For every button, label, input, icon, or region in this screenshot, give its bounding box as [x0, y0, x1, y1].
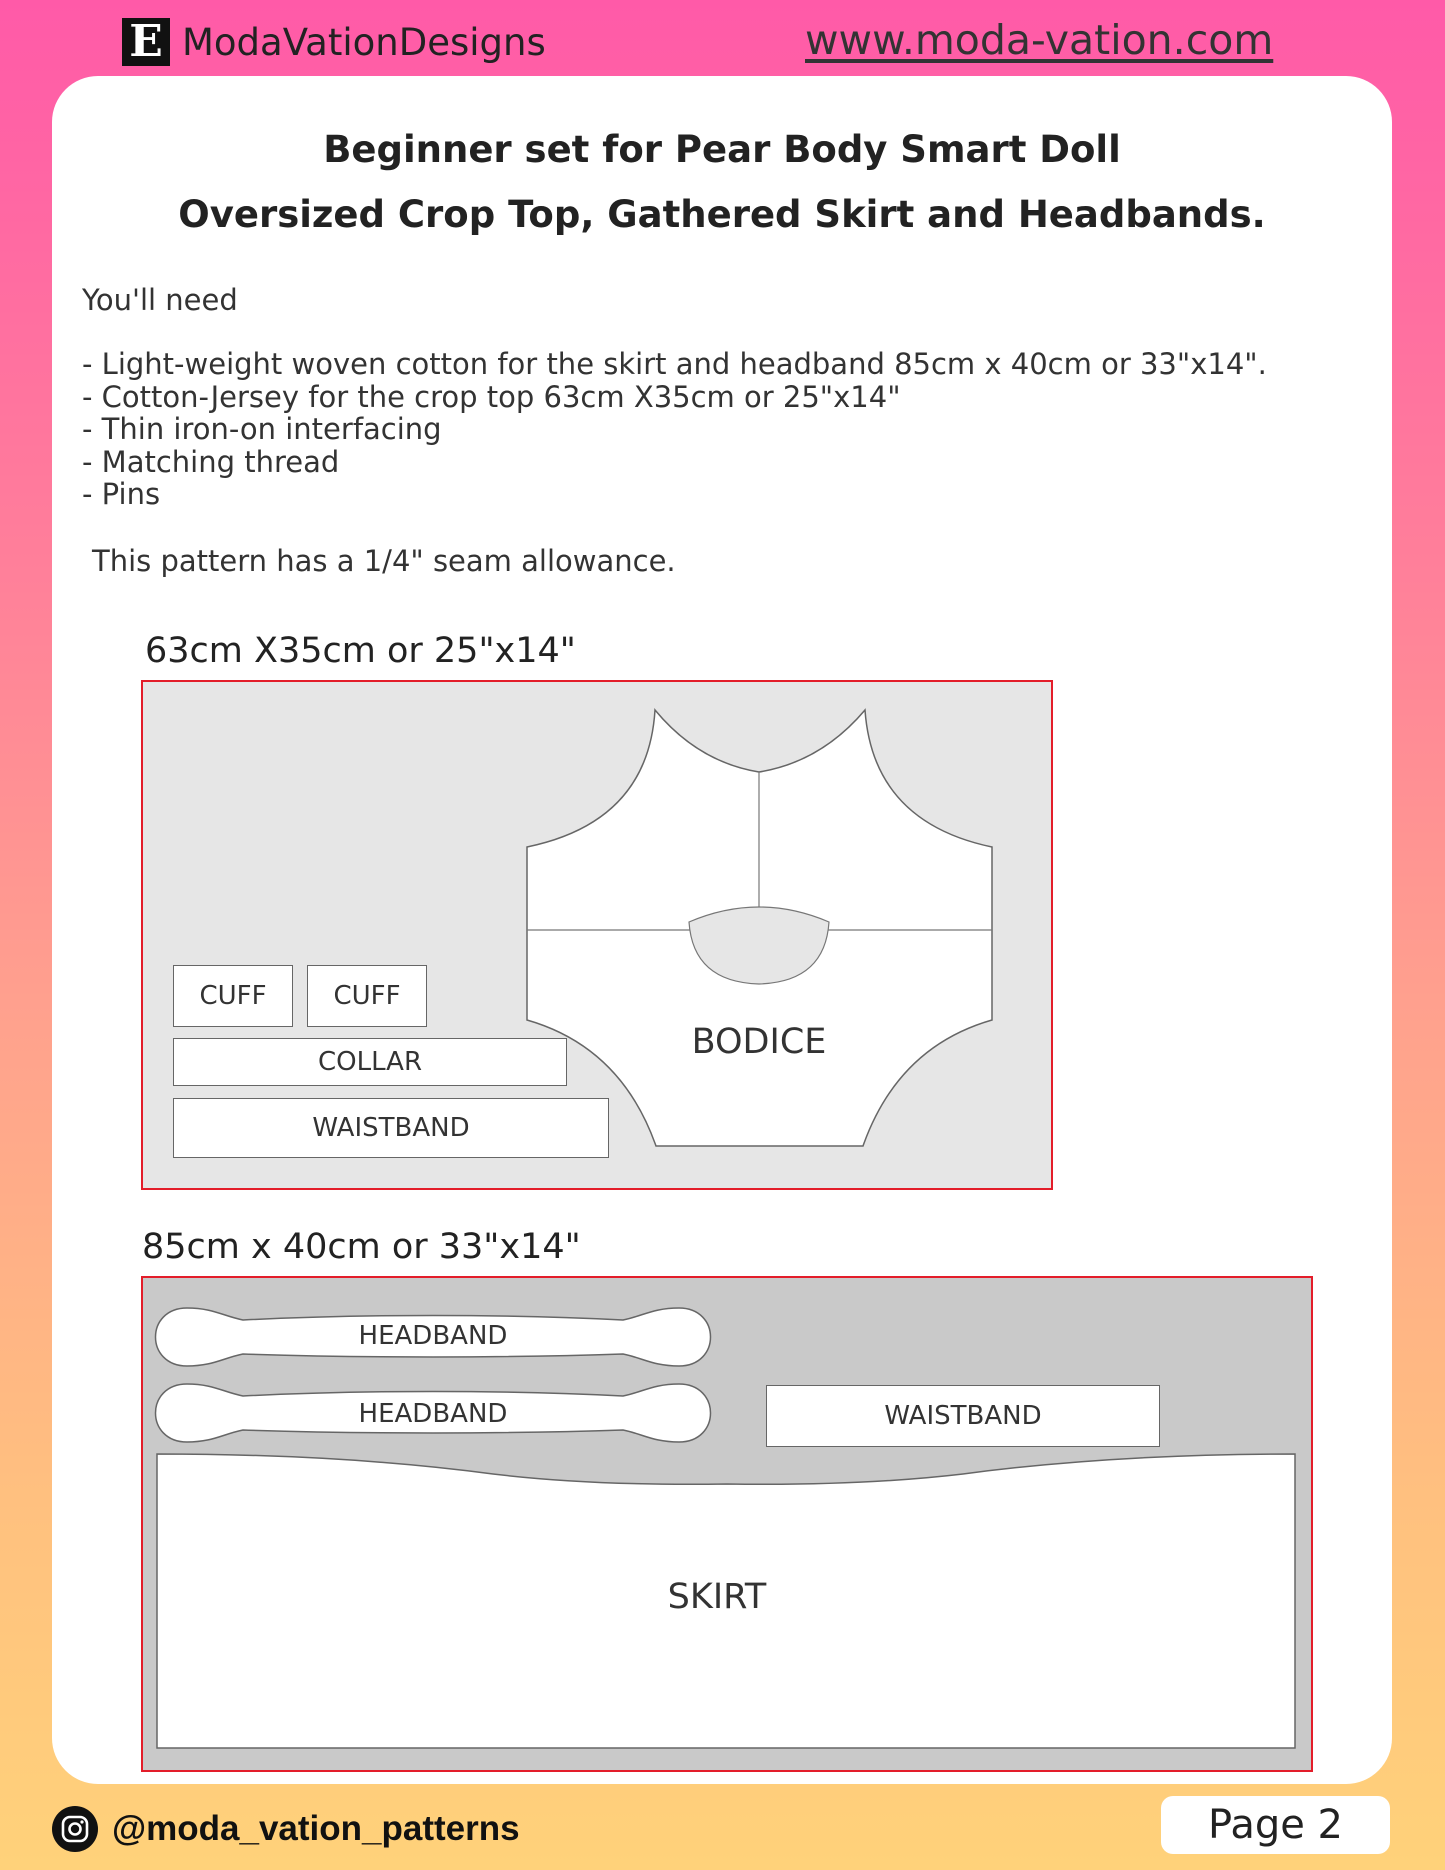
- skirt-label: SKIRT: [667, 1577, 767, 1617]
- list-item: - Light-weight woven cotton for the skirt and headband 85cm x 40cm or 33"x14".: [82, 347, 1267, 381]
- skirt-headband-shapes: [143, 1278, 1311, 1770]
- bodice-piece-shape: [143, 682, 1051, 1188]
- instagram-handle-text: @moda_vation_patterns: [112, 1809, 520, 1848]
- seam-allowance-note: This pattern has a 1/4" seam allowance.: [92, 544, 676, 578]
- waistband-piece: WAISTBAND: [173, 1098, 609, 1158]
- collar-piece: COLLAR: [173, 1038, 567, 1086]
- woven-cutting-layout: [141, 1276, 1313, 1772]
- page-title: Beginner set for Pear Body Smart Doll: [323, 128, 1121, 171]
- page-subtitle: Oversized Crop Top, Gathered Skirt and Headbands.: [178, 193, 1266, 236]
- cuff-piece: CUFF: [173, 965, 293, 1027]
- brand-name: ModaVationDesigns: [182, 20, 546, 64]
- jersey-cutting-layout: [141, 680, 1053, 1190]
- materials-heading: You'll need: [82, 283, 238, 317]
- brand: [122, 18, 546, 66]
- layout1-dimensions: 63cm X35cm or 25"x14": [145, 631, 576, 671]
- page-number: Page 2: [1161, 1796, 1390, 1854]
- list-item: - Thin iron-on interfacing: [82, 412, 442, 446]
- etsy-icon: E: [122, 18, 170, 66]
- content-card: [52, 76, 1392, 1784]
- waistband-piece: WAISTBAND: [766, 1385, 1160, 1447]
- headband-label: HEADBAND: [358, 1399, 508, 1429]
- bodice-label: BODICE: [691, 1022, 827, 1062]
- materials-list: [82, 348, 1267, 511]
- cuff-piece: CUFF: [307, 965, 427, 1027]
- instagram-handle[interactable]: [52, 1806, 520, 1852]
- list-item: - Matching thread: [82, 444, 340, 479]
- instagram-icon: [52, 1806, 98, 1852]
- layout2-dimensions: 85cm x 40cm or 33"x14": [142, 1227, 581, 1267]
- list-item: - Cotton-Jersey for the crop top 63cm X35cm or 25"x14": [82, 379, 901, 414]
- website-link[interactable]: www.moda-vation.com: [805, 16, 1274, 64]
- headband-label: HEADBAND: [358, 1321, 508, 1351]
- list-item: - Pins: [82, 477, 161, 511]
